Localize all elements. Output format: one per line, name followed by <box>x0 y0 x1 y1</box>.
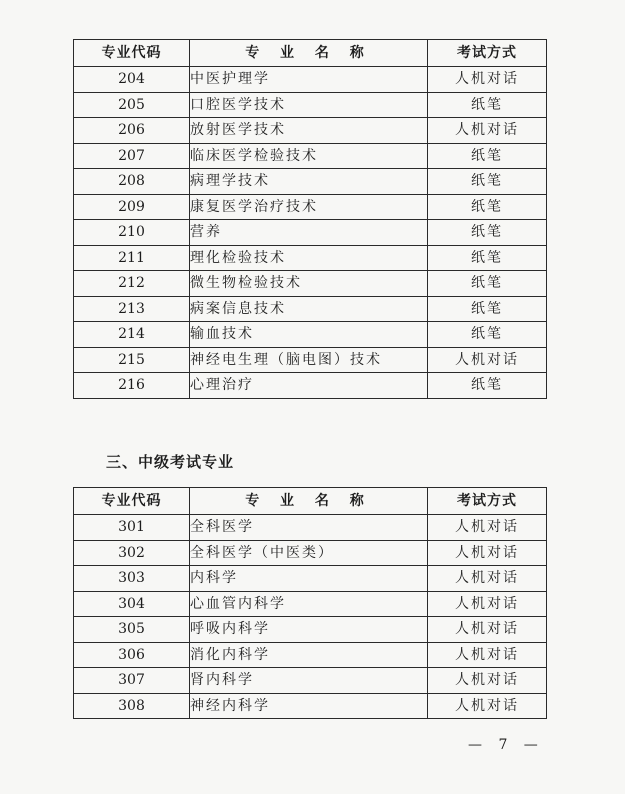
table-row <box>74 373 547 399</box>
cell-name: 康复医学治疗技术 <box>190 194 428 220</box>
cell-code: 212 <box>74 271 190 297</box>
cell-mode: 纸笔 <box>428 194 547 220</box>
cell-mode: 纸笔 <box>428 220 547 246</box>
table-row <box>74 92 547 118</box>
cell-mode: 人机对话 <box>428 540 547 566</box>
cell-name: 心血管内科学 <box>190 591 428 617</box>
cell-code: 205 <box>74 92 190 118</box>
cell-name: 放射医学技术 <box>190 118 428 144</box>
table-row <box>74 296 547 322</box>
cell-code: 206 <box>74 118 190 144</box>
column-header-code: 专业代码 <box>74 488 190 515</box>
cell-code: 208 <box>74 169 190 195</box>
cell-code: 216 <box>74 373 190 399</box>
cell-code: 303 <box>74 566 190 592</box>
table-row <box>74 693 547 719</box>
table-row <box>74 143 547 169</box>
cell-code: 307 <box>74 668 190 694</box>
cell-name: 病理学技术 <box>190 169 428 195</box>
table-body <box>74 67 547 399</box>
cell-name: 口腔医学技术 <box>190 92 428 118</box>
table-row <box>74 591 547 617</box>
cell-name: 呼吸内科学 <box>190 617 428 643</box>
cell-mode: 人机对话 <box>428 347 547 373</box>
cell-mode: 纸笔 <box>428 92 547 118</box>
table-row <box>74 220 547 246</box>
cell-name: 神经内科学 <box>190 693 428 719</box>
cell-code: 305 <box>74 617 190 643</box>
cell-code: 211 <box>74 245 190 271</box>
table-header-row <box>74 488 547 515</box>
table-row <box>74 540 547 566</box>
cell-name: 营养 <box>190 220 428 246</box>
table-header-row <box>74 40 547 67</box>
table-row <box>74 347 547 373</box>
section-heading-intermediate: 三、中级考试专业 <box>106 453 235 471</box>
table-row <box>74 668 547 694</box>
table-row <box>74 271 547 297</box>
cell-name: 消化内科学 <box>190 642 428 668</box>
table-row <box>74 642 547 668</box>
cell-name: 病案信息技术 <box>190 296 428 322</box>
table-row <box>74 515 547 541</box>
cell-code: 214 <box>74 322 190 348</box>
cell-mode: 纸笔 <box>428 296 547 322</box>
cell-mode: 人机对话 <box>428 591 547 617</box>
cell-mode: 人机对话 <box>428 566 547 592</box>
cell-code: 210 <box>74 220 190 246</box>
cell-code: 304 <box>74 591 190 617</box>
cell-name: 心理治疗 <box>190 373 428 399</box>
cell-mode: 人机对话 <box>428 67 547 93</box>
cell-mode: 人机对话 <box>428 617 547 643</box>
cell-mode: 纸笔 <box>428 373 547 399</box>
cell-code: 209 <box>74 194 190 220</box>
table-row <box>74 67 547 93</box>
cell-code: 306 <box>74 642 190 668</box>
table-body <box>74 515 547 719</box>
cell-mode: 人机对话 <box>428 515 547 541</box>
cell-name: 全科医学 <box>190 515 428 541</box>
cell-name: 微生物检验技术 <box>190 271 428 297</box>
column-header-code: 专业代码 <box>74 40 190 67</box>
cell-mode: 纸笔 <box>428 143 547 169</box>
column-header-mode: 考试方式 <box>428 488 547 515</box>
cell-code: 207 <box>74 143 190 169</box>
cell-code: 213 <box>74 296 190 322</box>
specialty-table-intermediate <box>73 487 547 719</box>
column-header-name: 专 业 名 称 <box>190 488 428 515</box>
cell-mode: 纸笔 <box>428 322 547 348</box>
cell-name: 内科学 <box>190 566 428 592</box>
table-row <box>74 118 547 144</box>
cell-name: 神经电生理（脑电图）技术 <box>190 347 428 373</box>
cell-mode: 纸笔 <box>428 245 547 271</box>
cell-name: 输血技术 <box>190 322 428 348</box>
cell-mode: 人机对话 <box>428 668 547 694</box>
specialty-table-primary <box>73 39 547 399</box>
cell-name: 理化检验技术 <box>190 245 428 271</box>
table-row <box>74 566 547 592</box>
cell-mode: 人机对话 <box>428 642 547 668</box>
table-row <box>74 617 547 643</box>
cell-name: 中医护理学 <box>190 67 428 93</box>
cell-name: 肾内科学 <box>190 668 428 694</box>
cell-mode: 人机对话 <box>428 118 547 144</box>
table-row <box>74 169 547 195</box>
cell-code: 302 <box>74 540 190 566</box>
page-number: — 7 — <box>468 737 544 753</box>
cell-code: 215 <box>74 347 190 373</box>
table-row <box>74 194 547 220</box>
cell-code: 301 <box>74 515 190 541</box>
cell-code: 204 <box>74 67 190 93</box>
cell-mode: 人机对话 <box>428 693 547 719</box>
table-row <box>74 322 547 348</box>
cell-name: 全科医学（中医类） <box>190 540 428 566</box>
column-header-name: 专 业 名 称 <box>190 40 428 67</box>
cell-mode: 纸笔 <box>428 169 547 195</box>
cell-code: 308 <box>74 693 190 719</box>
cell-mode: 纸笔 <box>428 271 547 297</box>
cell-name: 临床医学检验技术 <box>190 143 428 169</box>
table-row <box>74 245 547 271</box>
column-header-mode: 考试方式 <box>428 40 547 67</box>
